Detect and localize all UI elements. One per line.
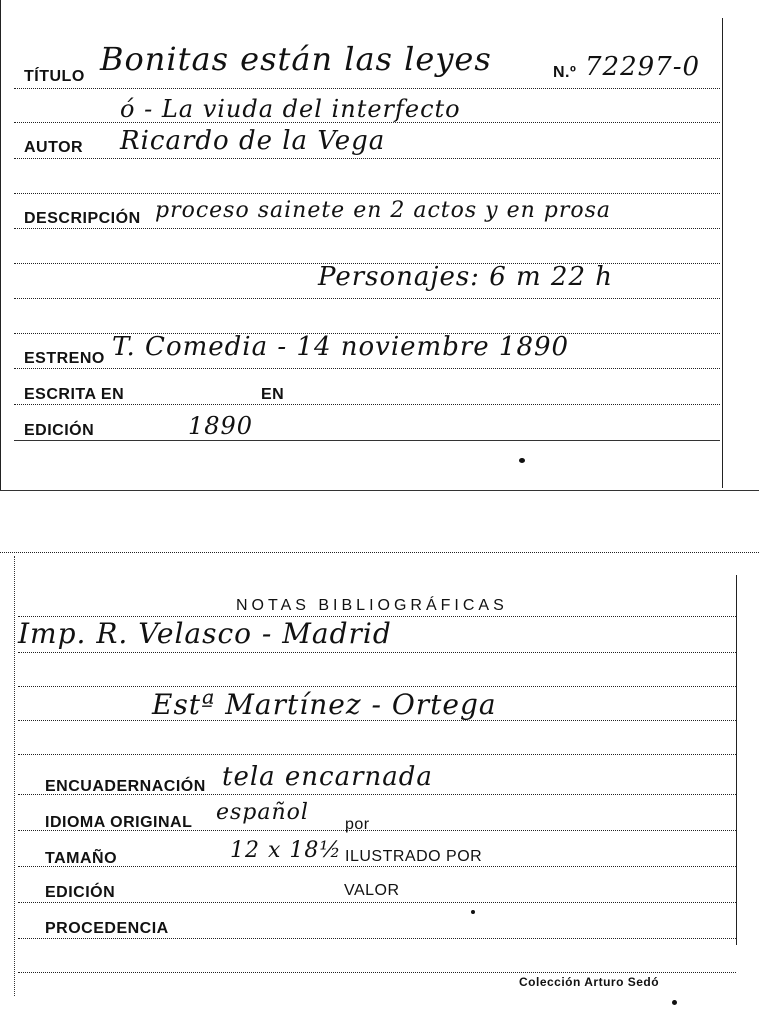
estreno-label: ESTRENO [24, 350, 105, 367]
card2-right-edge [736, 575, 737, 945]
card2-top-edge [0, 552, 759, 553]
idioma-label: IDIOMA ORIGINAL [45, 814, 193, 831]
rule [14, 228, 720, 229]
rule [18, 938, 736, 939]
notes-title: NOTAS BIBLIOGRÁFICAS [236, 597, 508, 614]
rule [14, 193, 720, 194]
notes-line-1: Imp. R. Velasco - Madrid [18, 617, 392, 650]
ilustrado-label: ILUSTRADO POR [345, 848, 483, 865]
autor-value: Ricardo de la Vega [120, 126, 386, 156]
notes-line-2: Estª Martínez - Ortega [152, 688, 497, 721]
rule [14, 440, 720, 441]
rule [18, 652, 736, 653]
ink-spot [672, 1000, 677, 1005]
tamano-label: TAMAÑO [45, 850, 118, 867]
numero-label: N.º [553, 64, 577, 81]
rule [14, 404, 720, 405]
en-label: EN [261, 386, 285, 403]
descripcion-value-2: Personajes: 6 m 22 h [318, 262, 614, 292]
rule [18, 686, 736, 687]
rule [18, 902, 736, 903]
card1-left-edge [0, 0, 1, 490]
descripcion-label: DESCRIPCIÓN [24, 210, 141, 227]
edicion-label-2: EDICIÓN [45, 884, 116, 901]
rule [18, 866, 736, 867]
card1-right-edge [722, 18, 723, 488]
edicion-label: EDICIÓN [24, 422, 95, 439]
rule [14, 88, 720, 89]
valor-label: VALOR [344, 882, 400, 899]
autor-label: AUTOR [24, 139, 84, 156]
ink-spot [519, 458, 525, 463]
titulo-label: TÍTULO [24, 68, 85, 85]
rule [14, 158, 720, 159]
rule [14, 368, 720, 369]
numero-value: 72297-0 [585, 52, 701, 82]
rule [14, 298, 720, 299]
edicion-value: 1890 [188, 412, 254, 440]
titulo-value: Bonitas están las leyes [100, 40, 492, 78]
titulo-value-2: ó - La viuda del interfecto [120, 95, 461, 123]
rule [18, 972, 736, 973]
idioma-value: español [216, 800, 309, 825]
escrita-label: ESCRITA EN [24, 386, 125, 403]
rule [18, 754, 736, 755]
estreno-value: T. Comedia - 14 noviembre 1890 [112, 332, 570, 362]
card1-bottom-edge [0, 490, 759, 491]
ink-spot [471, 910, 475, 914]
tamano-value: 12 x 18½ [230, 838, 342, 863]
encuadernacion-value: tela encarnada [222, 762, 433, 792]
encuadernacion-label: ENCUADERNACIÓN [45, 778, 206, 795]
por-label: por [345, 816, 370, 833]
procedencia-label: PROCEDENCIA [45, 920, 169, 937]
collection-stamp: Colección Arturo Sedó [519, 975, 660, 989]
descripcion-value: proceso sainete en 2 actos y en prosa [155, 198, 612, 223]
card2-left-edge [14, 556, 15, 996]
